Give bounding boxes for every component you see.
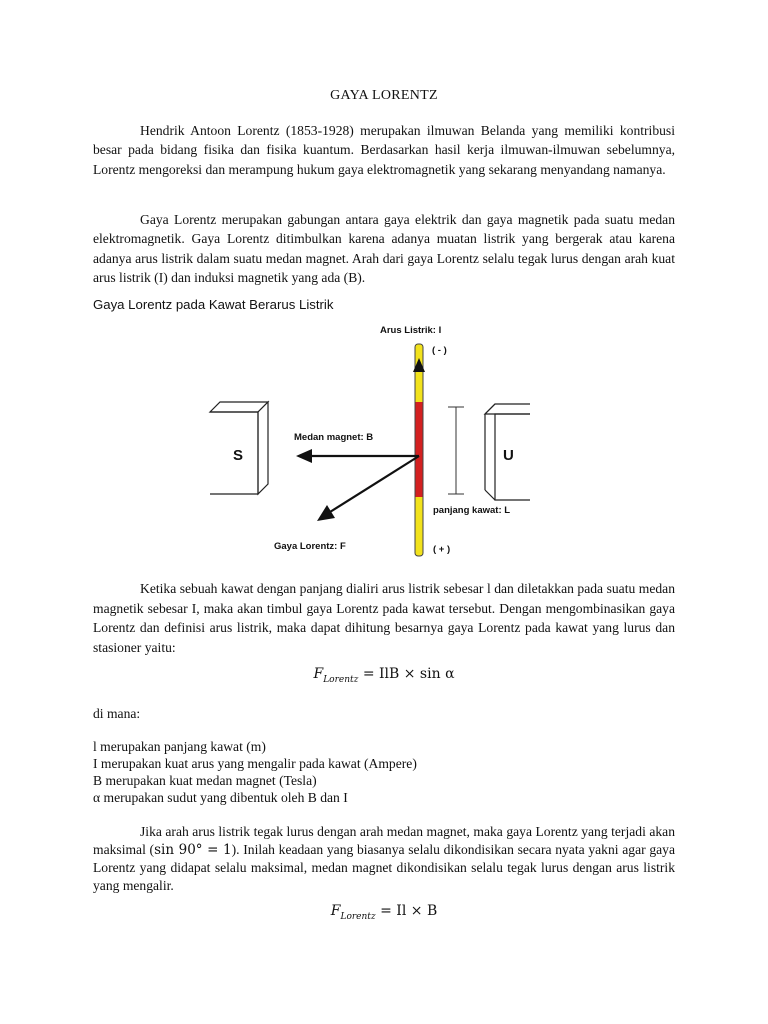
magnetic-field-label: Medan magnet: B bbox=[294, 432, 374, 443]
lorentz-force-label: Gaya Lorentz: F bbox=[274, 541, 346, 552]
paragraph4-text-before: Jika arah arus listrik tegak lurus dengan arah medan magnet, maka gaya Lorentz yang terjadi akan maksimal ( bbox=[93, 824, 675, 857]
current-wire bbox=[413, 344, 425, 556]
equation1-rhs: = IlB × sin α bbox=[362, 666, 455, 682]
equation-lorentz-force bbox=[0, 666, 768, 685]
paragraph-maximum-force bbox=[93, 823, 675, 895]
magnet-north-block bbox=[485, 404, 530, 500]
definition-item: l merupakan panjang kawat (m) bbox=[93, 739, 266, 754]
magnet-south-block bbox=[210, 402, 268, 494]
current-label: Arus Listrik: I bbox=[380, 325, 442, 336]
section-subheading: Gaya Lorentz pada Kawat Berarus Listrik bbox=[93, 297, 334, 312]
equation2-lhs: F bbox=[330, 903, 341, 919]
equation-lorentz-force-max bbox=[0, 903, 768, 922]
definition-list bbox=[93, 738, 417, 806]
paragraph-definition: Gaya Lorentz merupakan gabungan antara gaya elektrik dan gaya magnetik pada suatu medan elektromagnetik. Gaya Lorentz ditimbulkan karena adanya muatan listrik yang bergerak atau karena adanya arus listrik dalam suatu medan magnet. Arah dari gaya Lorentz selalu tegak lurus dengan arah kuat arus listrik (I) dan induksi magnetik yang ada (B). bbox=[93, 212, 675, 286]
definition-item: α merupakan sudut yang dibentuk oleh B dan I bbox=[93, 790, 348, 805]
paragraph-intro: Hendrik Antoon Lorentz (1853-1928) merupakan ilmuwan Belanda yang memiliki kontribusi besar pada bidang fisika dan fisika kuantum. Berdasarkan hasil kerja ilmuwan-ilmuwan sebelumnya, Lorentz mengoreksi dan merampung hukum gaya elektromagnetik yang sekarang menyandang namanya. bbox=[93, 123, 675, 177]
where-label: di mana: bbox=[93, 706, 141, 721]
equation1-lhs-subscript: Lorentz bbox=[323, 674, 359, 685]
wire-length-label: panjang kawat: L bbox=[433, 505, 511, 516]
pole-south-label: S bbox=[233, 447, 244, 464]
magnetic-field-arrow bbox=[296, 449, 419, 463]
wire-length-bracket bbox=[448, 407, 464, 494]
positive-terminal-label: ( + ) bbox=[433, 544, 451, 555]
lorentz-force-diagram bbox=[200, 322, 530, 567]
lorentz-force-arrow bbox=[317, 456, 419, 521]
definition-item: B merupakan kuat medan magnet (Tesla) bbox=[93, 773, 317, 788]
equation1-lhs: F bbox=[313, 666, 324, 682]
equation2-lhs-subscript: Lorentz bbox=[340, 911, 376, 922]
definition-item: I merupakan kuat arus yang mengalir pada kawat (Ampere) bbox=[93, 756, 417, 771]
inline-sin-formula: sin 90° = 1 bbox=[154, 842, 232, 858]
paragraph-wire-explanation: Ketika sebuah kawat dengan panjang dialiri arus listrik sebesar l dan diletakkan pada suatu medan magnetik sebesar I, maka akan timbul gaya Lorentz pada kawat tersebut. Dengan mengombinasikan gaya Lorentz dan definisi arus listrik, maka dapat dihitung besarnya gaya Lorentz pada kawat yang lurus dan stasioner yaitu: bbox=[93, 581, 675, 655]
pole-north-label: U bbox=[503, 447, 514, 464]
document-title: GAYA LORENTZ bbox=[330, 88, 438, 103]
equation2-rhs: = Il × B bbox=[380, 903, 438, 919]
negative-terminal-label: ( - ) bbox=[432, 345, 447, 356]
paragraph4-text-after: ). Inilah keadaan yang biasanya selalu dikondisikan secara nyata yakni agar gaya Lorentz yang didapat selalu maksimal, medan magnet dikondisikan selalu tegak lurus dengan arus listrik yang mengalir. bbox=[93, 842, 675, 893]
